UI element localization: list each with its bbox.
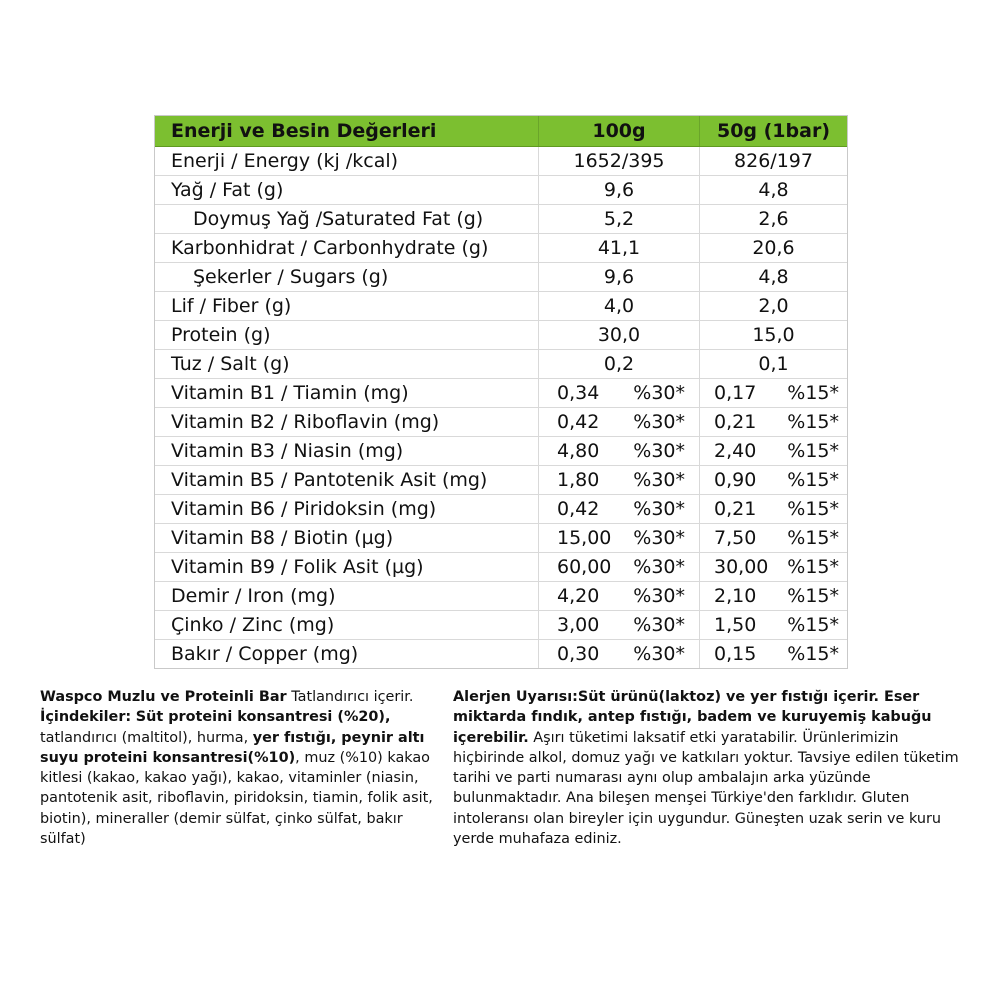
- value-100g-amount: 60,00: [557, 556, 612, 578]
- value-50g-percent: %15*: [787, 556, 839, 578]
- header-100g: 100g: [539, 116, 700, 146]
- value-100g-percent: %30*: [633, 527, 685, 549]
- value-100g-percent: %30*: [633, 556, 685, 578]
- ingredients-label: İçindekiler:: [40, 709, 132, 726]
- nutrient-name: Vitamin B9 / Folik Asit (µg): [155, 553, 539, 581]
- value-50g-percent: %15*: [787, 498, 839, 520]
- header-label: Enerji ve Besin Değerleri: [155, 116, 539, 146]
- sweetener-note: Tatlandırıcı içerir.: [291, 689, 414, 705]
- value-50g-amount: 0,15: [714, 643, 757, 665]
- value-50g: [700, 466, 847, 494]
- value-50g-amount: 0,21: [714, 498, 757, 520]
- value-50g: [700, 524, 847, 552]
- nutrient-name: Protein (g): [155, 321, 539, 349]
- value-100g-percent: %30*: [633, 614, 685, 636]
- nutrient-name: Şekerler / Sugars (g): [155, 263, 539, 291]
- value-100g: [539, 408, 700, 436]
- value-50g: 4,8: [758, 179, 789, 201]
- value-100g: 41,1: [539, 234, 700, 262]
- value-100g: 1652/395: [539, 147, 700, 175]
- nutrient-name: Enerji / Energy (kj /kcal): [155, 147, 539, 175]
- table-row: [155, 350, 847, 379]
- table-row: [155, 263, 847, 292]
- nutrient-name: Vitamin B1 / Tiamin (mg): [155, 379, 539, 407]
- value-100g: 30,0: [539, 321, 700, 349]
- value-100g-percent: %30*: [633, 411, 685, 433]
- value-50g-amount: 0,17: [714, 382, 757, 404]
- value-100g-percent: %30*: [633, 440, 685, 462]
- value-100g-amount: 0,42: [557, 498, 600, 520]
- value-50g-percent: %15*: [787, 440, 839, 462]
- value-100g: [539, 437, 700, 465]
- value-50g: [700, 495, 847, 523]
- nutrient-name: Vitamin B6 / Piridoksin (mg): [155, 495, 539, 523]
- table-row: [155, 234, 847, 263]
- value-50g: 15,0: [752, 324, 795, 346]
- value-100g: [539, 553, 700, 581]
- value-50g-amount: 1,50: [714, 614, 757, 636]
- value-100g-amount: 0,42: [557, 411, 600, 433]
- value-50g: [700, 408, 847, 436]
- value-100g: 4,0: [539, 292, 700, 320]
- value-50g-percent: %15*: [787, 382, 839, 404]
- value-100g-amount: 1,80: [557, 469, 600, 491]
- value-100g: 9,6: [539, 176, 700, 204]
- nutrition-table: [154, 115, 848, 669]
- ingredients-block: [40, 687, 448, 849]
- header-50g: 50g (1bar): [716, 120, 831, 142]
- value-100g-amount: 15,00: [557, 527, 612, 549]
- value-100g: 0,2: [539, 350, 700, 378]
- value-50g: 4,8: [758, 266, 789, 288]
- value-100g-percent: %30*: [633, 498, 685, 520]
- value-50g: 2,0: [758, 295, 789, 317]
- product-name: Waspco Muzlu ve Proteinli Bar: [40, 689, 287, 705]
- value-50g: [700, 640, 847, 668]
- nutrient-name: Demir / Iron (mg): [155, 582, 539, 610]
- table-row: [155, 408, 847, 437]
- value-100g: [539, 495, 700, 523]
- value-50g-amount: 7,50: [714, 527, 757, 549]
- value-100g-amount: 4,80: [557, 440, 600, 462]
- value-50g-amount: 30,00: [714, 556, 769, 578]
- value-50g-amount: 0,21: [714, 411, 757, 433]
- allergen-warning: Alerjen Uyarısı:Süt ürünü(laktoz) ve yer fıstığı içerir. Eser miktarda fındık, antep fıstığı, badem ve kuruyemiş kabuğu içerebilir.: [453, 689, 932, 746]
- value-100g-percent: %30*: [633, 585, 685, 607]
- table-row: [155, 582, 847, 611]
- nutrient-name: Vitamin B2 / Riboflavin (mg): [155, 408, 539, 436]
- table-header-row: [155, 116, 847, 147]
- table-body: [155, 147, 847, 668]
- nutrient-name: Vitamin B3 / Niasin (mg): [155, 437, 539, 465]
- value-50g: [700, 437, 847, 465]
- table-row: [155, 379, 847, 408]
- table-row: [155, 611, 847, 640]
- value-50g: 2,6: [758, 208, 789, 230]
- value-100g-percent: %30*: [633, 469, 685, 491]
- nutrient-name: Çinko / Zinc (mg): [155, 611, 539, 639]
- table-row: [155, 147, 847, 176]
- value-100g: [539, 379, 700, 407]
- ingredients-part2: tatlandırıcı (maltitol), hurma,: [40, 729, 249, 746]
- nutrient-name: Yağ / Fat (g): [155, 176, 539, 204]
- allergen-block: [453, 687, 968, 849]
- table-row: [155, 321, 847, 350]
- table-row: [155, 176, 847, 205]
- ingredients-part1: Süt proteini konsantresi (%20),: [135, 709, 391, 726]
- value-100g-amount: 4,20: [557, 585, 600, 607]
- nutrient-name: Bakır / Copper (mg): [155, 640, 539, 668]
- value-50g-percent: %15*: [787, 585, 839, 607]
- value-50g: 20,6: [752, 237, 795, 259]
- value-100g-amount: 3,00: [557, 614, 600, 636]
- value-100g: [539, 640, 700, 668]
- nutrient-name: Karbonhidrat / Carbonhydrate (g): [155, 234, 539, 262]
- nutrient-name: Doymuş Yağ /Saturated Fat (g): [155, 205, 539, 233]
- value-100g: [539, 466, 700, 494]
- value-50g: 826/197: [734, 150, 813, 172]
- nutrient-name: Lif / Fiber (g): [155, 292, 539, 320]
- table-row: [155, 437, 847, 466]
- value-100g: [539, 582, 700, 610]
- value-50g: [700, 611, 847, 639]
- value-100g: 9,6: [539, 263, 700, 291]
- table-row: [155, 640, 847, 668]
- value-50g-percent: %15*: [787, 469, 839, 491]
- table-row: [155, 292, 847, 321]
- nutrient-name: Vitamin B8 / Biotin (µg): [155, 524, 539, 552]
- value-50g-percent: %15*: [787, 411, 839, 433]
- value-50g: [700, 379, 847, 407]
- storage-text: Aşırı tüketimi laksatif etki yaratabilir. Ürünlerimizin hiçbirinde alkol, domuz yağı ve katkıları yoktur. Tavsiye edilen tüketim tarihi ve parti numarası aynı olup ambalajın arka yüzünde bulunmaktadır. Ana bileşen menşei Türkiye'den farklıdır. Gluten intoleransı olan bireyler için uygundur. Güneşten uzak serin ve kuru yerde muhafaza ediniz.: [453, 729, 959, 848]
- value-100g: [539, 524, 700, 552]
- ingredients-part4: , muz (%10) kakao kitlesi (kakao, kakao yağı), kakao, vitaminler (niasin, pantotenik asit, riboflavin, piridoksin, tiamin, folik asit, biotin), mineraller (demir sülfat, çinko sülfat, bakır sülfat): [40, 749, 433, 848]
- table-row: [155, 205, 847, 234]
- table-row: [155, 466, 847, 495]
- value-50g-amount: 2,10: [714, 585, 757, 607]
- value-50g-percent: %15*: [787, 527, 839, 549]
- value-50g: 0,1: [758, 353, 789, 375]
- nutrient-name: Vitamin B5 / Pantotenik Asit (mg): [155, 466, 539, 494]
- nutrient-name: Tuz / Salt (g): [155, 350, 539, 378]
- table-row: [155, 553, 847, 582]
- table-row: [155, 495, 847, 524]
- value-50g-amount: 0,90: [714, 469, 757, 491]
- value-50g-percent: %15*: [787, 643, 839, 665]
- value-50g-amount: 2,40: [714, 440, 757, 462]
- table-row: [155, 524, 847, 553]
- value-100g: [539, 611, 700, 639]
- value-50g: [700, 553, 847, 581]
- value-100g: 5,2: [539, 205, 700, 233]
- value-100g-amount: 0,30: [557, 643, 600, 665]
- value-100g-amount: 0,34: [557, 382, 600, 404]
- value-50g-percent: %15*: [787, 614, 839, 636]
- value-100g-percent: %30*: [633, 382, 685, 404]
- ingredients-part3: yer fıstığı, peynir altı suyu proteini konsantresi(%10): [40, 729, 425, 766]
- value-100g-percent: %30*: [633, 643, 685, 665]
- value-50g: [700, 582, 847, 610]
